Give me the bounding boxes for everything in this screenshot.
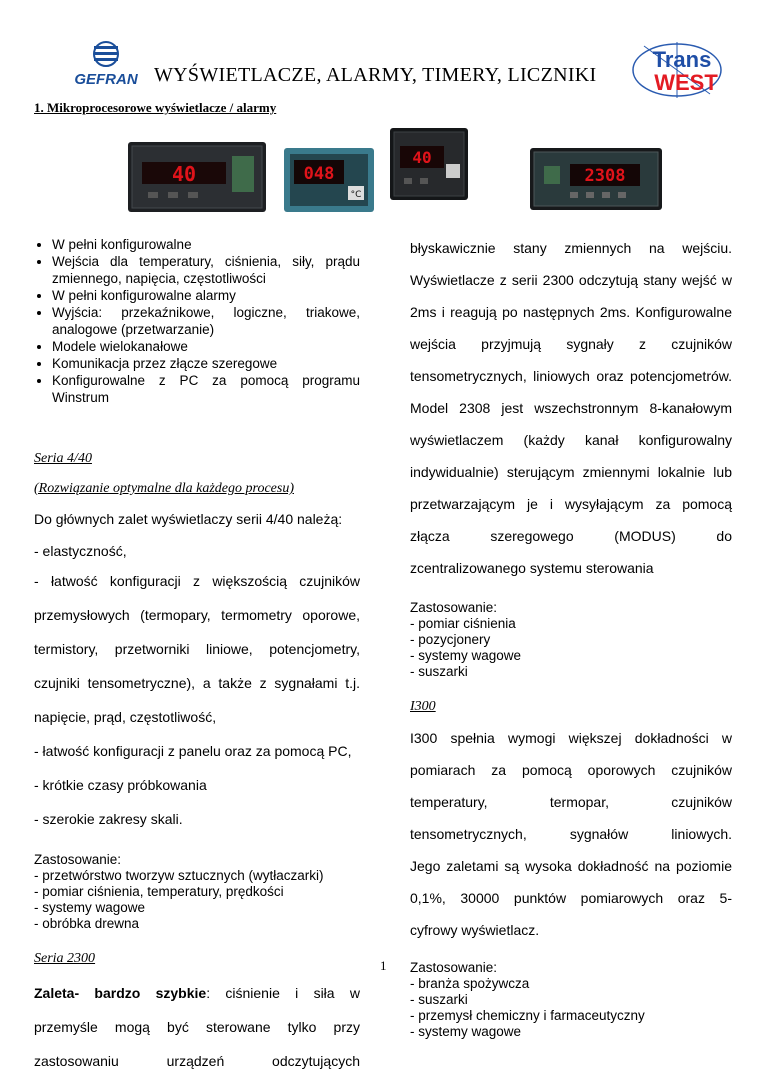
list-item: • Komunikacja przez złącze szeregowe xyxy=(52,355,360,372)
i300-line: Jego zaletami są wysoka dokładność na poziomie xyxy=(410,858,732,874)
application-item: - obróbka drewna xyxy=(34,916,140,931)
application-item: - systemy wagowe xyxy=(410,648,522,663)
transwest-logo xyxy=(622,40,740,100)
device-2308-image xyxy=(530,148,662,210)
seria-2300-line: zastosowaniu urządzeń odczytujących xyxy=(34,1053,360,1069)
seria-2300-line: błyskawicznie stany zmiennych na wejściu. xyxy=(410,240,732,256)
transwest-logo-top: Trans xyxy=(652,47,712,72)
seria-2300-line: Wyświetlacze z serii 2300 odczytują stany wejść w xyxy=(410,272,732,288)
seria-2300-line: wejścia przyjmują sygnały z czujników xyxy=(410,336,732,352)
seria-440-intro: Do głównych zalet wyświetlaczy serii 4/40 należą: xyxy=(34,511,343,527)
seria-2300-line: 2ms i reagują po następnych 2ms. Konfigurowalne xyxy=(410,304,732,320)
i300-line: I300 spełnia wymogi większej dokładności w xyxy=(410,730,732,746)
application-item: - przemysł chemiczny i farmaceutyczny xyxy=(410,1008,645,1023)
list-item: • W pełni konfigurowalne xyxy=(52,236,360,253)
application-label: Zastosowanie: xyxy=(410,960,498,975)
advantage-line: - łatwość konfiguracji z panelu oraz za pomocą PC, xyxy=(34,743,352,759)
seria-2300-line: wyświetlaczem (każdy kanał konfigurowalny xyxy=(410,432,732,448)
list-item: • Wejścia dla temperatury, ciśnienia, siły, prądu zmiennego, napięcia, częstotliwości xyxy=(52,253,360,287)
list-item: • W pełni konfigurowalne alarmy xyxy=(52,287,360,304)
seria-440-advantages xyxy=(34,538,360,836)
feature-list xyxy=(26,236,360,406)
seria-2300-lead: Zaleta- bardzo szybkie xyxy=(34,985,207,1001)
advantage-line: - szerokie zakresy skali. xyxy=(34,811,183,827)
list-item: • Wyjścia: przekaźnikowe, logiczne, triakowe, analogowe (przetwarzanie) xyxy=(52,304,360,338)
application-label: Zastosowanie: xyxy=(34,852,122,867)
advantage-line: termistory, przetworniki liniowe, potencjometry, xyxy=(34,641,360,657)
seria-440-applications xyxy=(34,852,360,932)
application-item: - przetwórstwo tworzyw sztucznych (wytłaczarki) xyxy=(34,868,324,883)
i300-line: cyfrowy wyświetlacz. xyxy=(410,922,540,938)
svg-text:°C: °C xyxy=(350,190,362,200)
application-item: - suszarki xyxy=(410,664,468,679)
seria-2300-line: Model 2308 jest wszechstronnym 8-kanałowym xyxy=(410,400,732,416)
page-title: WYŚWIETLACZE, ALARMY, TIMERY, LICZNIKI xyxy=(154,64,597,86)
gefran-logo-text: GEFRAN xyxy=(74,71,138,88)
gefran-logo xyxy=(64,40,148,92)
right-column xyxy=(410,232,732,1040)
device-4-40-image xyxy=(128,142,266,212)
seria-2300-line: Zaleta- bardzo szybkie: ciśnienie i siła w xyxy=(34,985,360,1001)
advantage-line: czujniki tensometryczne), a także z sygnałami t.j. xyxy=(34,675,360,691)
application-item: - suszarki xyxy=(410,992,468,1007)
seria-2300-line: tensometrycznych, liniowych oraz potencjometrów. xyxy=(410,368,732,384)
i300-line: pomiarach za pomocą oporowych czujników xyxy=(410,762,732,778)
seria-2300-heading: Seria 2300 xyxy=(34,951,96,966)
application-item: - branża spożywcza xyxy=(410,976,530,991)
list-item: • Modele wielokanałowe xyxy=(52,338,360,355)
i300-description xyxy=(410,722,732,946)
left-column xyxy=(34,236,360,1078)
seria-2300-line: złącza szeregowego (MODUS) do xyxy=(410,528,732,544)
application-item: - pomiar ciśnienia xyxy=(410,616,516,631)
seria-2300-line: indywidualnie) sterującym zmiennymi lokalnie lub xyxy=(410,464,732,480)
section-heading: 1. Mikroprocesorowe wyświetlacze / alarmy xyxy=(34,100,277,115)
i300-heading: I300 xyxy=(410,699,436,714)
seria-440-subheading: (Rozwiązanie optymalne dla każdego procesu) xyxy=(34,481,294,496)
seria-440-heading: Seria 4/40 xyxy=(34,451,92,466)
application-item: - systemy wagowe xyxy=(410,1024,522,1039)
page-number: 1 xyxy=(380,958,387,973)
device-40-small-display: 40 xyxy=(412,148,432,167)
i300-line: temperatury, termopar, czujników xyxy=(410,794,732,810)
seria-2300-line: przetwarzającym je i wysyłającym za pomocą xyxy=(410,496,732,512)
device-40-small-image xyxy=(390,128,468,200)
device-4-40-display: 40 xyxy=(171,162,197,186)
advantage-line: przemysłowych (termopary, termometry oporowe, xyxy=(34,607,360,623)
device-thermo-display: 048 xyxy=(303,164,335,184)
application-item: - pomiar ciśnienia, temperatury, prędkości xyxy=(34,884,284,899)
transwest-logo-bottom: WEST xyxy=(654,70,718,95)
device-thermo-image xyxy=(284,148,374,212)
seria-2300-line: zcentralizowanego systemu sterowania xyxy=(410,560,654,576)
seria-2300-continued xyxy=(410,232,732,584)
advantage-line: napięcie, prąd, częstotliwość, xyxy=(34,709,217,725)
advantage-line: - łatwość konfiguracji z większością czujników xyxy=(34,573,360,589)
i300-line: tensometrycznych, sygnałów liniowych. xyxy=(410,826,732,842)
device-2308-display: 2308 xyxy=(584,166,626,186)
i300-applications xyxy=(410,960,732,1040)
list-item: • Konfigurowalne z PC za pomocą programu Winstrum xyxy=(52,372,360,406)
seria-2300-applications xyxy=(410,600,732,680)
i300-line: 0,1%, 30000 punktów pomiarowych oraz 5- xyxy=(410,890,732,906)
application-item: - systemy wagowe xyxy=(34,900,146,915)
advantage-line: - elastyczność, xyxy=(34,543,127,559)
advantage-line: - krótkie czasy próbkowania xyxy=(34,777,207,793)
seria-2300-line: przemyśle mogą być sterowane tylko przy xyxy=(34,1019,360,1035)
application-item: - pozycjonery xyxy=(410,632,491,647)
application-label: Zastosowanie: xyxy=(410,600,498,615)
